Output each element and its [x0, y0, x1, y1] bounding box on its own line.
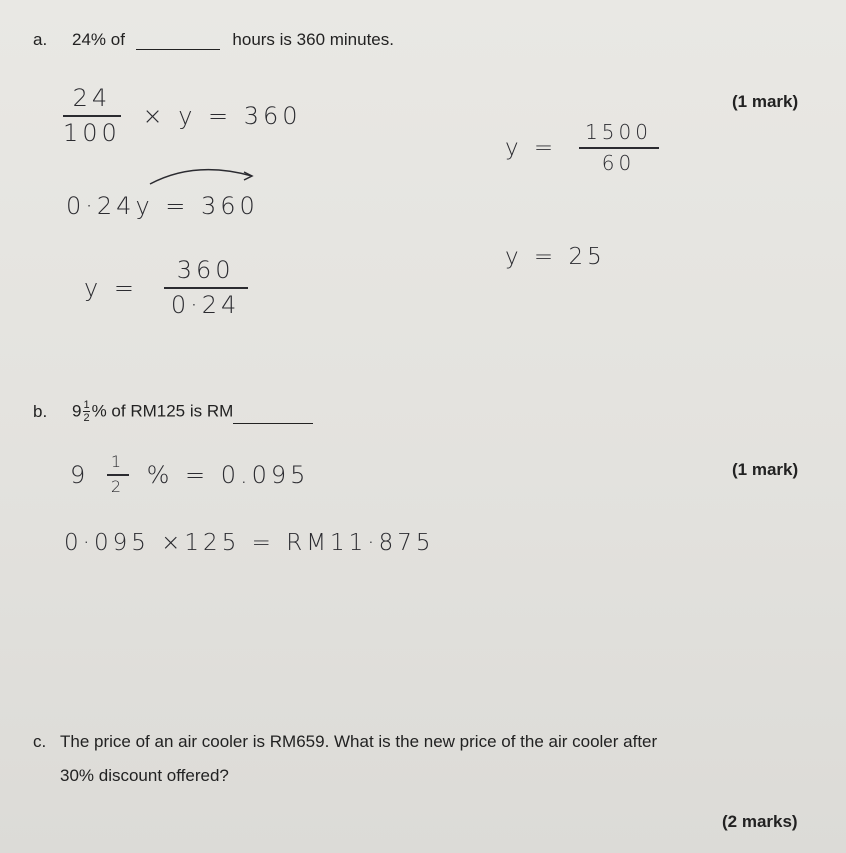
question-c-line1: The price of an air cooler is RM659. What is the new price of the air cooler after: [60, 732, 658, 751]
work-b-line1-den: 2: [110, 476, 126, 496]
work-a-right1: [505, 122, 659, 174]
work-a-right2: y = 25: [505, 244, 606, 270]
work-a-right1-num: 1500: [585, 120, 652, 144]
work-a-line3-lhs: y =: [84, 274, 138, 303]
answer-blank-b: [233, 405, 313, 424]
work-b-line2: 0·095 ×125 = RM11·875: [64, 530, 435, 556]
work-a-line3: [84, 258, 248, 318]
work-a-line1-rest: × y = 360: [142, 102, 302, 131]
marks-b: (1 mark): [732, 460, 799, 479]
question-c-label: c.: [33, 732, 47, 751]
question-b-rest: % of RM125 is RM: [91, 401, 234, 421]
work-a-line1-den: 100: [63, 119, 121, 148]
question-b-text: [72, 400, 313, 424]
question-a-start: 24% of: [72, 30, 125, 49]
work-a-line3-num: 360: [176, 256, 235, 284]
work-b-line1: [70, 454, 309, 496]
work-b-line1-rest: % = 0.095: [146, 460, 310, 489]
work-a-right1-lhs: y =: [505, 135, 558, 161]
question-b-den: 2: [83, 412, 90, 424]
question-b-whole: 9: [72, 401, 82, 421]
question-b-num: 1: [83, 399, 90, 411]
question-c-line2: 30% discount offered?: [60, 766, 229, 785]
work-b-line1-num: 1: [110, 452, 126, 471]
arrow-annotation: [140, 162, 260, 188]
marks-a: (1 mark): [732, 92, 799, 111]
work-a-line2: 0·24y = 360: [66, 192, 259, 220]
work-a-line3-den: 0·24: [170, 291, 241, 320]
answer-blank-a: [136, 31, 220, 50]
question-b-label: b.: [33, 402, 48, 421]
question-a-end: hours is 360 minutes.: [232, 30, 394, 49]
work-b-line1-whole: 9: [70, 460, 90, 489]
question-a-text: [72, 30, 394, 50]
marks-c: (2 marks): [722, 812, 798, 831]
question-a-label: a.: [33, 30, 48, 49]
work-a-line1: [63, 86, 302, 146]
work-a-line1-num: 24: [72, 84, 112, 112]
work-a-right1-den: 60: [601, 151, 636, 175]
